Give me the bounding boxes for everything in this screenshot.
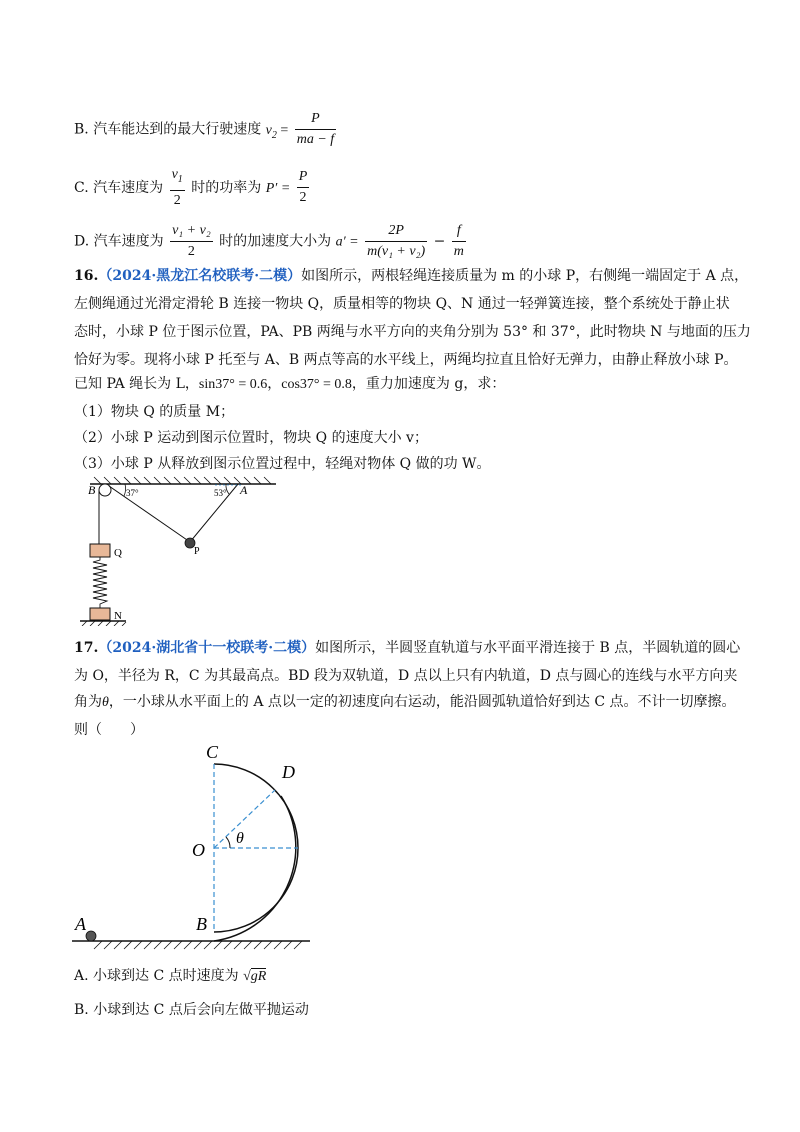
label-n: N	[114, 610, 122, 622]
radius-od	[214, 790, 275, 848]
theta-arc	[226, 837, 230, 848]
math-lhs: a′ =	[335, 234, 359, 250]
ball-a	[86, 931, 96, 941]
label-a: A	[75, 914, 86, 934]
outer-track	[214, 796, 296, 941]
q17-option-b: B. 小球到达 C 点后会向左做平抛运动	[74, 1002, 309, 1018]
q16-line1: 16.（2024·黑龙江名校联考·二模）如图所示，两根轻绳连接质量为 m 的小球 P，右侧绳一端固定于 A 点，	[74, 268, 749, 284]
label-d: D	[282, 762, 295, 782]
label-b: B	[88, 483, 96, 497]
fraction: $\frac{v_1}{2}$	[171, 167, 183, 208]
option-label: C.	[74, 179, 89, 196]
math-lhs: $v_2$ =	[265, 122, 289, 141]
q17-line2: 为 O，半径为 R，C 为其最高点。BD 段为双轨道，D 点以上只有内轨道，D 点与圆心的连线与水平方向夹	[74, 668, 738, 684]
q16-sub1: （1）物块 Q 的质量 M；	[74, 404, 235, 420]
label-b: B	[196, 914, 207, 934]
question-source: （2024·湖北省十一校联考·二模）	[98, 640, 316, 656]
q17-line3: 角为θ，一小球从水平面上的 A 点以一定的初速度向右运动，能沿圆弧轨道恰好到达 C 点。不计一切摩擦。	[74, 694, 736, 710]
option-label: B.	[74, 121, 89, 138]
rope-pb	[109, 486, 190, 542]
q16-line5: 已知 PA 绳长为 L，sin37° = 0.6，cos37° = 0.8，重力加速度为 g，求：	[74, 376, 506, 392]
fraction: $\frac{f}{m}$	[453, 223, 464, 259]
fraction: $\frac{P}{2}$	[298, 169, 308, 206]
label-theta: θ	[236, 830, 244, 847]
block-n	[90, 608, 110, 620]
sqrt-expression: √gR	[243, 969, 267, 984]
question-number: 16.	[74, 268, 99, 284]
fraction: $\frac{\text{v₁ + v₂}}{2}$	[172, 223, 211, 259]
label-37: 37°	[126, 488, 139, 498]
option-text: 汽车能达到的最大行驶速度	[93, 121, 262, 138]
math-lhs: P′ =	[265, 180, 291, 196]
q17-option-a: A. 小球到达 C 点时速度为 √gR	[74, 968, 267, 984]
q17-line1: 17.（2024·湖北省十一校联考·二模）如图所示，半圆竖直轨道与水平面平滑连接于 B 点，半圆轨道的圆心	[74, 640, 741, 656]
label-a: A	[240, 483, 248, 497]
option-c: C. 汽车速度为 $\frac{v_1}{2}$ 时的功率为 P′ = $\frac{P}{2}$	[74, 167, 308, 208]
option-d: D. 汽车速度为 $\frac{\text{v₁ + v₂}}{2}$ 时的加速度大小为 a′ = $\frac{2P}{\text{m(v₁ + v₂)}}$ − $\frac{f}{m}$	[74, 223, 464, 259]
label-o: O	[192, 840, 205, 860]
label-p: P	[194, 546, 200, 557]
spring	[93, 557, 107, 608]
option-label: D.	[74, 233, 90, 250]
question-number: 17.	[74, 640, 99, 656]
q16-sub2: （2）小球 P 运动到图示位置时，物块 Q 的速度大小 v；	[74, 430, 428, 446]
label-53: 53°	[214, 488, 227, 498]
label-q: Q	[114, 547, 122, 559]
fraction: $\frac{2P}{\text{m(v₁ + v₂)}}$	[367, 223, 426, 259]
q16-line4: 恰好为零。现将小球 P 托至与 A、B 两点等高的水平线上，两绳均拉直且恰好无弹力，由静止释放小球 P。	[74, 352, 738, 368]
question-source: （2024·黑龙江名校联考·二模）	[98, 268, 302, 284]
q16-line3: 态时，小球 P 位于图示位置，PA、PB 两绳与水平方向的夹角分别为 53° 和 37°，此时物块 N 与地面的压力	[74, 324, 751, 340]
fraction: $\frac{P}{ma - f}$	[296, 111, 335, 147]
option-b	[74, 110, 338, 149]
q16-sub3: （3）小球 P 从释放到图示位置过程中，轻绳对物体 Q 做的功 W。	[74, 456, 491, 472]
q16-line2: 左侧绳通过光滑定滑轮 B 连接一物块 Q，质量相等的物块 Q、N 通过一轻弹簧连接，整个系统处于静止状	[74, 296, 730, 312]
label-c: C	[206, 742, 219, 762]
ceiling	[90, 477, 276, 484]
q16-figure	[80, 476, 280, 626]
q17-line4: 则（ ）	[74, 722, 144, 738]
q17-figure	[72, 740, 322, 950]
block-q	[90, 544, 110, 557]
